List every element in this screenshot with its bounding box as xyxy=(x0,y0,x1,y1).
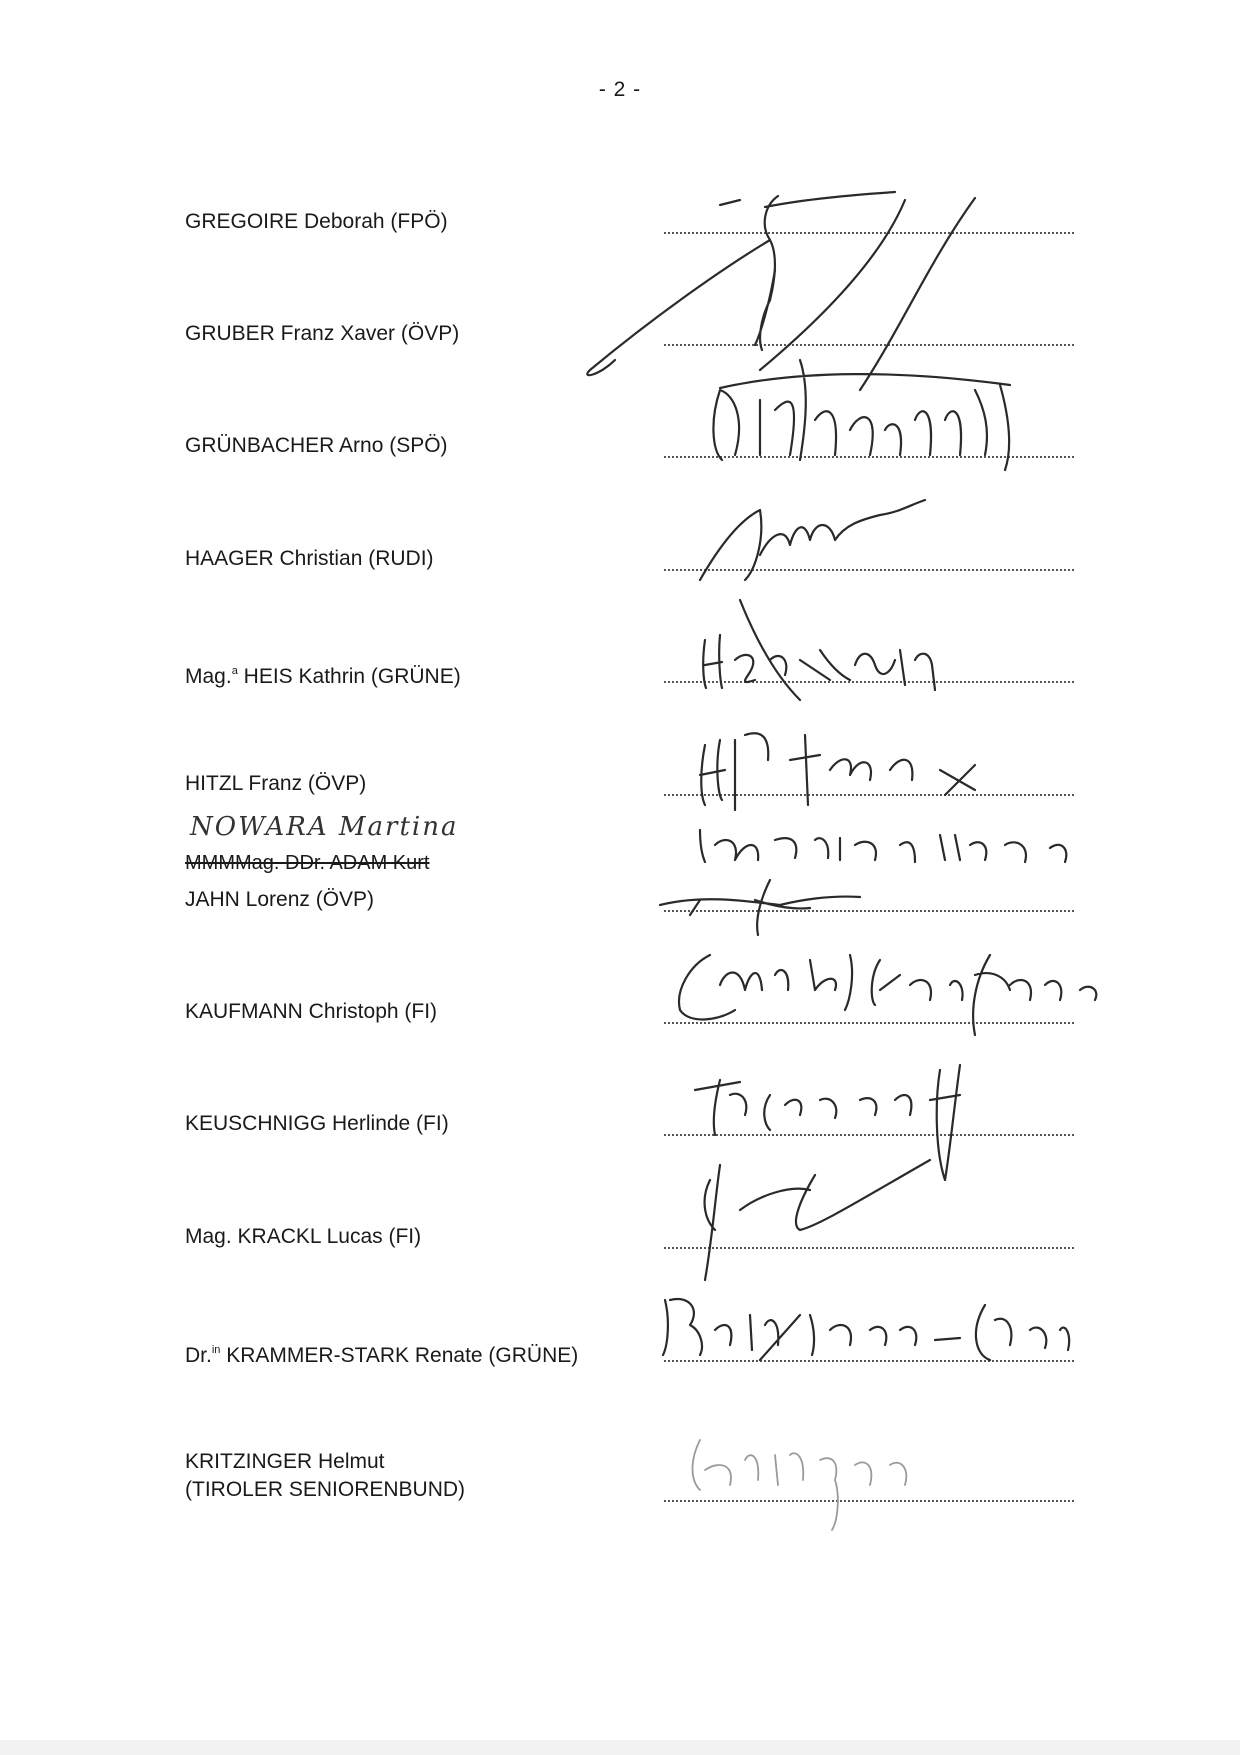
signature-hitzl xyxy=(700,733,975,810)
signature-gregoire xyxy=(587,192,975,390)
signature-line xyxy=(664,1360,1074,1362)
signatory-name-keuschnigg: KEUSCHNIGG Herlinde (FI) xyxy=(185,1112,449,1135)
signature-gruber xyxy=(755,270,775,350)
page-number: - 2 - xyxy=(598,78,642,101)
signature-kritzinger xyxy=(693,1440,907,1530)
signature-keuschnigg xyxy=(695,1065,960,1180)
signature-line xyxy=(664,456,1074,458)
signature-line xyxy=(664,681,1074,683)
signatory-name-gruenbacher: GRÜNBACHER Arno (SPÖ) xyxy=(185,434,448,457)
signatory-name-heis: Mag.$^a$ HEIS Kathrin (GRÜNE) xyxy=(185,665,461,688)
signature-krackl xyxy=(705,1160,930,1280)
signatory-name-kritzinger: KRITZINGER Helmut (TIROLER SENIORENBUND) xyxy=(185,1450,466,1501)
signatory-name-kaufmann: KAUFMANN Christoph (FI) xyxy=(185,1000,438,1023)
page-bottom-band xyxy=(0,1740,1240,1755)
signature-line xyxy=(664,910,1074,912)
signatory-name-jahn: JAHN Lorenz (ÖVP) xyxy=(185,888,375,911)
signature-line xyxy=(664,232,1074,234)
handwritten-replacement-name: NOWARA Martina xyxy=(190,812,459,842)
signature-line xyxy=(664,344,1074,346)
signature-line xyxy=(664,1247,1074,1249)
signatory-name-krammer-stark: Dr.$^{in}$ KRAMMER-STARK Renate (GRÜNE) xyxy=(185,1344,579,1367)
signature-line xyxy=(664,794,1074,796)
signature-krammer-stark xyxy=(663,1299,1069,1360)
signatory-name-gregoire: GREGOIRE Deborah (FPÖ) xyxy=(185,210,448,233)
signature-nowara xyxy=(700,830,1066,862)
signature-gruenbacher xyxy=(713,360,1010,470)
signature-line xyxy=(664,569,1074,571)
struck-through-name: MMMMag. DDr. ADAM Kurt xyxy=(185,852,430,874)
signature-line xyxy=(664,1500,1074,1502)
signature-line xyxy=(664,1022,1074,1024)
signatory-name-krackl: Mag. KRACKL Lucas (FI) xyxy=(185,1225,422,1248)
signature-haager xyxy=(700,500,925,700)
signature-line xyxy=(664,1134,1074,1136)
signatory-name-gruber: GRUBER Franz Xaver (ÖVP) xyxy=(185,322,460,345)
signature-jahn xyxy=(660,880,860,935)
signatory-name-hitzl: HITZL Franz (ÖVP) xyxy=(185,772,367,795)
signatory-name-haager: HAAGER Christian (RUDI) xyxy=(185,547,434,570)
